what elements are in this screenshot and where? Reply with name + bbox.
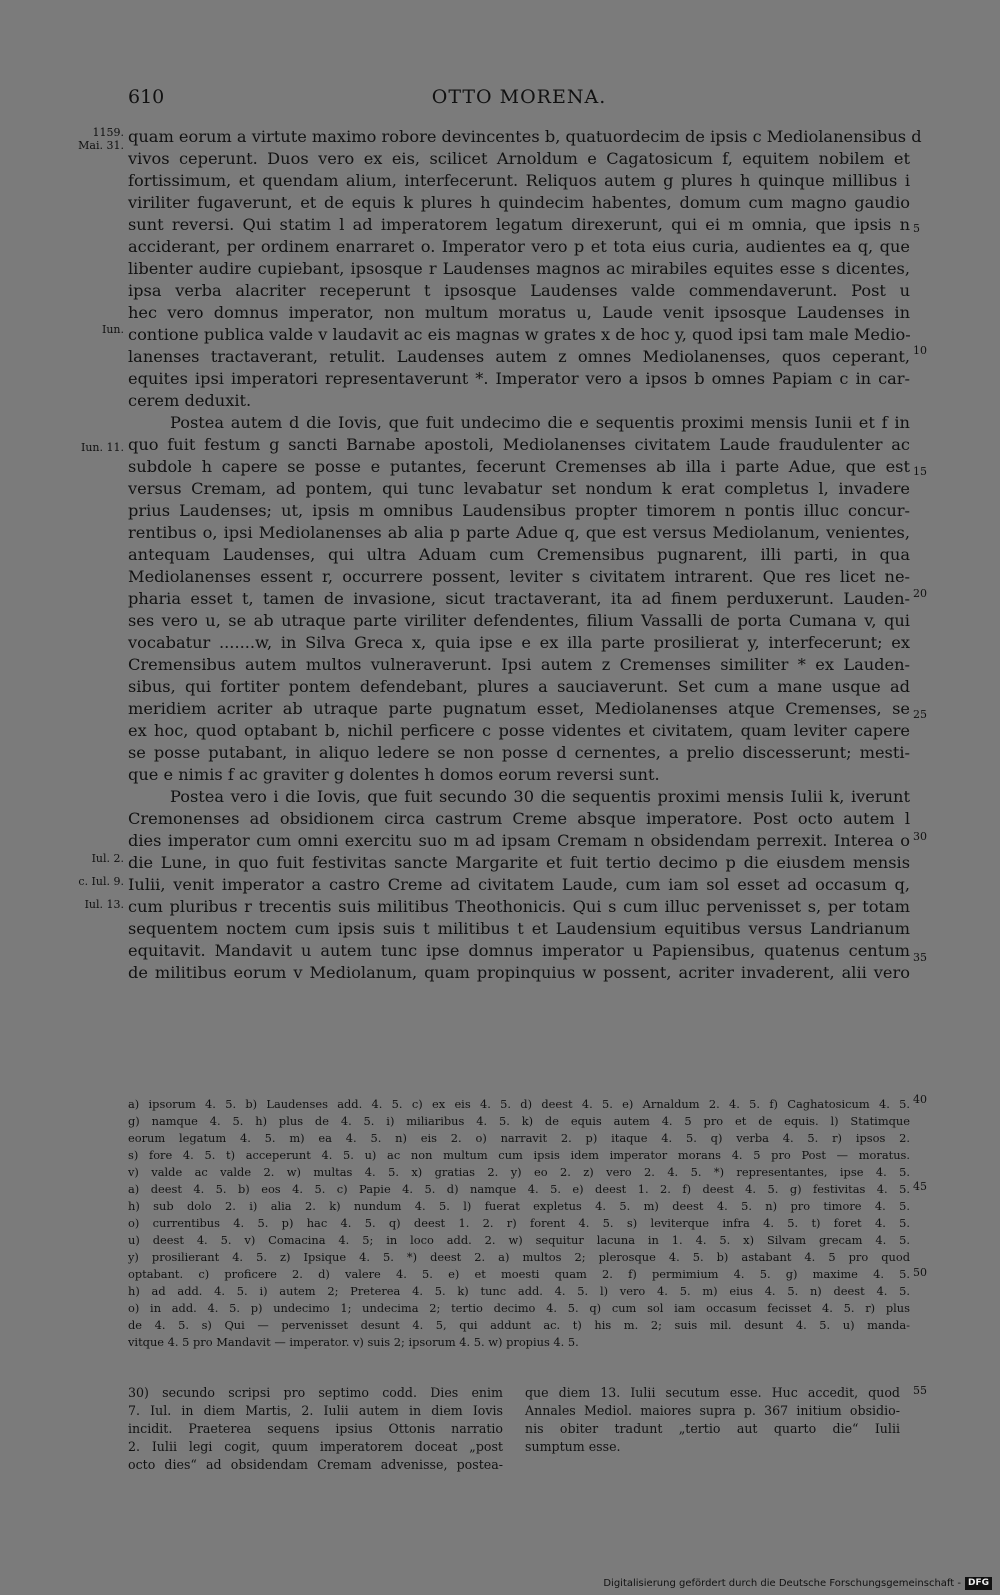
margin-date: Iun. 11. bbox=[80, 441, 124, 454]
text-line: de militibus eorum v Mediolanum, quam propinquius w possent, acriter invaderent, alii vero bbox=[128, 963, 910, 982]
text-line: Mediolanenses essent r, occurrere possent, leviter s civitatem intrarent. Que res licet ne- bbox=[128, 567, 910, 586]
text-line: o) currentibus 4. 5. p) hac 4. 5. q) deest 1. 2. r) forent 4. 5. s) leviterque infra 4. 5. t) foret 4. 5. bbox=[128, 1216, 910, 1230]
text-line: incidit. Praeterea sequens ipsius Ottonis narratio bbox=[128, 1421, 503, 1436]
text-line: equitavit. Mandavit u autem tunc ipse domnus imperator u Papiensibus, quatenus centum bbox=[128, 941, 910, 960]
text-line: ses vero u, se ab utraque parte viriliter defendentes, filium Vassalli de porta Cumana v, qui bbox=[128, 611, 910, 630]
dfg-logo: DFG bbox=[965, 1577, 992, 1590]
text-line: a) ipsorum 4. 5. b) Laudenses add. 4. 5. c) ex eis 4. 5. d) deest 4. 5. e) Arnaldum 2. 4. 5. f) Caghatosicum 4. 5. bbox=[128, 1097, 910, 1111]
text-line: acciderant, per ordinem enarraret o. Imperator vero p et tota eius curia, audientes ea q, que bbox=[128, 237, 910, 256]
line-number: 40 bbox=[913, 1093, 927, 1106]
text-line: h) ad add. 4. 5. i) autem 2; Preterea 4. 5. k) tunc add. 4. 5. l) vero 4. 5. m) eius 4. 5. n) deest 4. 5. bbox=[128, 1284, 910, 1298]
apparatus-footnotes bbox=[128, 1096, 910, 1351]
text-line: se posse putabant, in aliquo ledere se non posse d cernentes, a prelio discesserunt; mesti- bbox=[128, 743, 910, 762]
text-line: sequentem noctem cum ipsis suis t militibus t et Laudensium equitibus versus Landrianum bbox=[128, 919, 910, 938]
page-number: 610 bbox=[128, 86, 165, 108]
text-line: s) fore 4. 5. t) acceperunt 4. 5. u) ac non multum cum ipsis idem imperator morans 4. 5 pro Post — moratus. bbox=[128, 1148, 910, 1162]
margin-date: 1159. bbox=[92, 126, 124, 139]
text-line: die Lune, in quo fuit festivitas sancte Margarite et fuit tertio decimo p die eiusdem mensis bbox=[128, 853, 910, 872]
text-line: quam eorum a virtute maximo robore devincentes b, quatuordecim de ipsis c Mediolanensibus d bbox=[128, 127, 922, 146]
line-number: 30 bbox=[913, 830, 927, 843]
margin-date: c. Iul. 9. bbox=[78, 875, 124, 888]
line-number: 20 bbox=[913, 587, 927, 600]
margin-date: Iul. 13. bbox=[84, 898, 124, 911]
line-number: 45 bbox=[913, 1180, 927, 1193]
text-line: vocabatur .......w, in Silva Greca x, quia ipse e ex illa parte prosilierat y, interfecerunt; ex bbox=[128, 633, 910, 652]
text-line: a) deest 4. 5. b) eos 4. 5. c) Papie 4. 5. d) namque 4. 5. e) deest 1. 2. f) deest 4. 5. g) festivitas 4. 5. bbox=[128, 1182, 910, 1196]
text-line: libenter audire cupiebant, ipsosque r Laudenses magnos ac mirabiles equites esse s dicentes, bbox=[128, 259, 910, 278]
running-title: OTTO MORENA. bbox=[431, 86, 607, 108]
line-number: 10 bbox=[913, 344, 927, 357]
text-line: nis obiter tradunt „tertio aut quarto die“ Iulii bbox=[525, 1421, 900, 1436]
text-line: cum pluribus r trecentis suis militibus Theothonicis. Qui s cum illuc pervenisset s, per totam bbox=[128, 897, 910, 916]
text-line: y) prosilierant 4. 5. z) Ipsique 4. 5. *) deest 2. a) multos 2; plerosque 4. 5. b) astabant 4. 5 pro quod bbox=[128, 1250, 910, 1264]
line-number: 15 bbox=[913, 465, 927, 478]
text-line: v) valde ac valde 2. w) multas 4. 5. x) gratias 2. y) eo 2. z) vero 2. 4. 5. *) representantes, ipse 4. 5. bbox=[128, 1165, 910, 1179]
line-number: 5 bbox=[913, 222, 920, 235]
text-line: eorum legatum 4. 5. m) ea 4. 5. n) eis 2. o) narravit 2. p) itaque 4. 5. q) verba 4. 5. r) ipsos 2. bbox=[128, 1131, 910, 1145]
text-line: versus Cremam, ad pontem, qui tunc levabatur set nondum k erat completus l, invadere bbox=[128, 479, 910, 498]
footer-text: Digitalisierung gefördert durch die Deutsche Forschungsgemeinschaft - bbox=[603, 1578, 961, 1589]
text-line: ex hoc, quod optabant b, nichil perficere c posse videntes et civitatem, quam leviter capere bbox=[128, 721, 910, 740]
note-column-left bbox=[128, 1384, 503, 1474]
text-line: rentibus o, ipsi Mediolanenses ab alia p parte Adue q, que est versus Mediolanum, venientes, bbox=[128, 523, 910, 542]
text-line: antequam Laudenses, qui ultra Aduam cum Cremensibus pugnarent, illi parti, in qua bbox=[128, 545, 910, 564]
text-line: o) in add. 4. 5. p) undecimo 1; undecima 2; tertio decimo 4. 5. q) cum sol iam occasum fecisset 4. 5. r) plus bbox=[128, 1301, 910, 1315]
text-line: optabant. c) proficere 2. d) valere 4. 5. e) et moesti quam 2. f) permimium 4. 5. g) maxime 4. 5. bbox=[128, 1267, 910, 1281]
margin-date: Iul. 2. bbox=[91, 852, 124, 865]
note-column-right bbox=[525, 1384, 900, 1456]
text-line: prius Laudenses; ut, ipsis m omnibus Laudensibus propter timorem n pontis illuc concur- bbox=[128, 501, 910, 520]
text-line: dies imperator cum omni exercitu suo m ad ipsam Cremam n obsidendam perrexit. Interea o bbox=[128, 831, 910, 850]
text-line: sunt reversi. Qui statim l ad imperatorem legatum direxerunt, qui ei m omnia, que ipsis n bbox=[128, 215, 910, 234]
text-line: pharia esset t, tamen de invasione, sicut tractaverant, ita ad finem perduxerunt. Lauden- bbox=[128, 589, 910, 608]
margin-date: Mai. 31. bbox=[78, 139, 124, 152]
text-line: g) namque 4. 5. h) plus de 4. 5. i) miliaribus 4. 5. k) de equis autem 4. 5 pro et de equis. l) Statimque bbox=[128, 1114, 910, 1128]
line-number: 35 bbox=[913, 951, 927, 964]
text-line: cerem deduxit. bbox=[128, 391, 252, 410]
line-number: 25 bbox=[913, 708, 927, 721]
page-header bbox=[128, 86, 910, 114]
text-line: que diem 13. Iulii secutum esse. Huc accedit, quod bbox=[525, 1385, 900, 1400]
text-line: u) deest 4. 5. v) Comacina 4. 5; in loco add. 2. w) sequitur lacuna in 1. 4. 5. x) Silvam grecam 4. 5. bbox=[128, 1233, 910, 1247]
text-line: Iulii, venit imperator a castro Creme ad civitatem Laude, cum iam sol esset ad occasum q, bbox=[128, 875, 910, 894]
text-line: sibus, qui fortiter pontem defendebant, plures a sauciaverunt. Set cum a mane usque ad bbox=[128, 677, 910, 696]
text-line: equites ipsi imperatori representaverunt *. Imperator vero a ipsos b omnes Papiam c in car- bbox=[128, 369, 910, 388]
text-line: h) sub dolo 2. i) alia 2. k) nundum 4. 5. l) fuerat expletus 4. 5. m) deest 4. 5. n) pro timore 4. 5. bbox=[128, 1199, 910, 1213]
text-line: lanenses tractaverant, retulit. Laudenses autem z omnes Mediolanenses, quos ceperant, bbox=[128, 347, 910, 366]
page-footer bbox=[603, 1576, 992, 1591]
text-line: Annales Mediol. maiores supra p. 367 initium obsidio- bbox=[525, 1403, 900, 1418]
text-line: 2. Iulii legi cogit, quum imperatorem doceat „post bbox=[128, 1439, 503, 1454]
text-line: 7. Iul. in diem Martis, 2. Iulii autem in diem Iovis bbox=[128, 1403, 503, 1418]
text-line: Cremensibus autem multos vulneraverunt. Ipsi autem z Cremenses similiter * ex Lauden- bbox=[128, 655, 910, 674]
text-line: sumptum esse. bbox=[525, 1439, 621, 1454]
text-line: Cremonenses ad obsidionem circa castrum Creme absque imperatore. Post octo autem l bbox=[128, 809, 910, 828]
text-line: ipsa verba alacriter receperunt t ipsosque Laudenses valde commendaverunt. Post u bbox=[128, 281, 910, 300]
text-line: Postea autem d die Iovis, que fuit undecimo die e sequentis proximi mensis Iunii et f in bbox=[170, 413, 910, 432]
text-line: hec vero domnus imperator, non multum moratus u, Laude venit ipsosque Laudenses in bbox=[128, 303, 910, 322]
line-number: 55 bbox=[913, 1384, 927, 1397]
line-number: 50 bbox=[913, 1266, 927, 1279]
margin-date: Iun. bbox=[101, 323, 124, 336]
text-line: vivos ceperunt. Duos vero ex eis, scilicet Arnoldum e Cagatosicum f, equitem nobilem et bbox=[128, 149, 910, 168]
text-line: meridiem acriter ab utraque parte pugnatum esset, Mediolanenses atque Cremenses, se bbox=[128, 699, 910, 718]
text-line: de 4. 5. s) Qui — pervenisset desunt 4. 5, qui addunt ac. t) his m. 2; suis mil. desunt 4. 5. u) manda- bbox=[128, 1318, 910, 1332]
text-line: que e nimis f ac graviter g dolentes h domos eorum reversi sunt. bbox=[128, 765, 660, 784]
text-line: viriliter fugaverunt, et de equis k plures h quindecim habentes, domum cum magno gaudio bbox=[128, 193, 910, 212]
text-line: Postea vero i die Iovis, que fuit secundo 30 die sequentis proximi mensis Iulii k, iverunt bbox=[170, 787, 910, 806]
text-line: fortissimum, et quendam alium, interfecerunt. Reliquos autem g plures h quinque millibus i bbox=[128, 171, 910, 190]
text-line: subdole h capere se posse e putantes, fecerunt Cremenses ab illa i parte Adue, que est bbox=[128, 457, 910, 476]
text-line: quo fuit festum g sancti Barnabe apostoli, Mediolanenses civitatem Laude fraudulenter ac bbox=[128, 435, 910, 454]
text-line: 30) secundo scripsi pro septimo codd. Dies enim bbox=[128, 1385, 503, 1400]
text-line: octo dies“ ad obsidendam Cremam advenisse, postea- bbox=[128, 1457, 503, 1472]
text-line: vitque 4. 5 pro Mandavit — imperator. v) suis 2; ipsorum 4. 5. w) propius 4. 5. bbox=[128, 1335, 579, 1349]
text-line: contione publica valde v laudavit ac eis magnas w grates x de hoc y, quod ipsi tam male Medio- bbox=[128, 325, 911, 344]
